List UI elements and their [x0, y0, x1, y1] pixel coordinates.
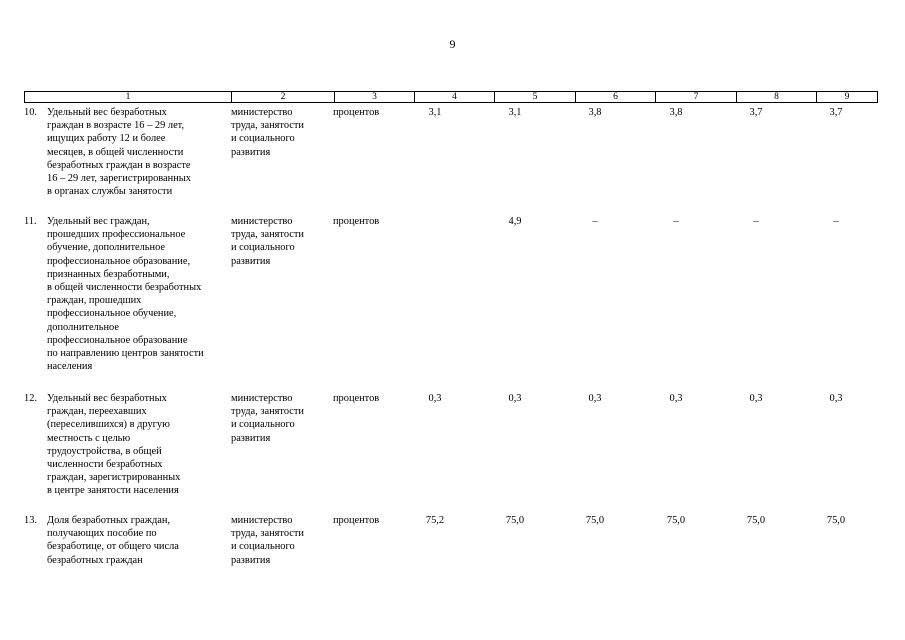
indicator-name: Доля безработных граждан, получающих пособие по безработице, от общего числа безработных граждан [47, 515, 179, 566]
unit-of-measure: процентов [333, 107, 380, 118]
value-col-5: 3,1 [508, 107, 522, 118]
responsible-organization: министерство труда, занятости и социального развития [231, 107, 304, 158]
unit-of-measure: процентов [333, 515, 380, 526]
column-header-6: 6 [576, 92, 656, 103]
row-number: 10. [24, 107, 37, 118]
row-number: 12. [24, 393, 37, 404]
row-number: 13. [24, 515, 37, 526]
indicator-name: Удельный вес граждан, прошедших профессиональное обучение, дополнительное профессиональное образование, признанных безработными, в общей численности безработных граждан, прошедших профессиональное обучение, дополнительное профессиональное образование по направлению центров занятости населения [47, 216, 204, 373]
unit-of-measure: процентов [333, 393, 380, 404]
value-col-8: 3,7 [749, 107, 763, 118]
column-header-table [24, 91, 878, 103]
value-col-8: – [753, 216, 759, 227]
value-col-6: – [592, 216, 598, 227]
responsible-organization: министерство труда, занятости и социального развития [231, 393, 304, 444]
column-header-1: 1 [25, 92, 232, 103]
column-header-4: 4 [415, 92, 495, 103]
indicator-name: Удельный вес безработных граждан, переехавших (переселившихся) в другую местность с целью трудоустройства, в общей численности безработных граждан, зарегистрированных в центре занятости населения [47, 393, 181, 497]
value-col-6: 0,3 [588, 393, 602, 404]
value-col-7: 75,0 [666, 515, 686, 526]
value-col-4: 0,3 [428, 393, 442, 404]
value-col-7: 3,8 [669, 107, 683, 118]
value-col-6: 3,8 [588, 107, 602, 118]
column-header-8: 8 [737, 92, 817, 103]
column-header-3: 3 [335, 92, 415, 103]
value-col-9: 3,7 [829, 107, 843, 118]
value-col-7: – [673, 216, 679, 227]
value-col-9: 75,0 [826, 515, 846, 526]
responsible-organization: министерство труда, занятости и социального развития [231, 216, 304, 267]
row-number: 11. [24, 216, 37, 227]
value-col-6: 75,0 [585, 515, 605, 526]
indicator-name: Удельный вес безработных граждан в возрасте 16 – 29 лет, ищущих работу 12 и более месяцев, в общей численности безработных граждан в возрасте 16 – 29 лет, зарегистрированных в органах службы занятости [47, 107, 191, 198]
column-header-9: 9 [817, 92, 878, 103]
column-header-5: 5 [495, 92, 576, 103]
value-col-4: 3,1 [428, 107, 442, 118]
value-col-4: 75,2 [425, 515, 445, 526]
value-col-5: 4,9 [508, 216, 522, 227]
value-col-9: 0,3 [829, 393, 843, 404]
value-col-9: – [833, 216, 839, 227]
value-col-8: 0,3 [749, 393, 763, 404]
value-col-5: 75,0 [505, 515, 525, 526]
value-col-5: 0,3 [508, 393, 522, 404]
value-col-8: 75,0 [746, 515, 766, 526]
value-col-7: 0,3 [669, 393, 683, 404]
responsible-organization: министерство труда, занятости и социального развития [231, 515, 304, 566]
page-number: 9 [449, 37, 456, 51]
column-header-2: 2 [232, 92, 335, 103]
unit-of-measure: процентов [333, 216, 380, 227]
column-header-7: 7 [656, 92, 737, 103]
